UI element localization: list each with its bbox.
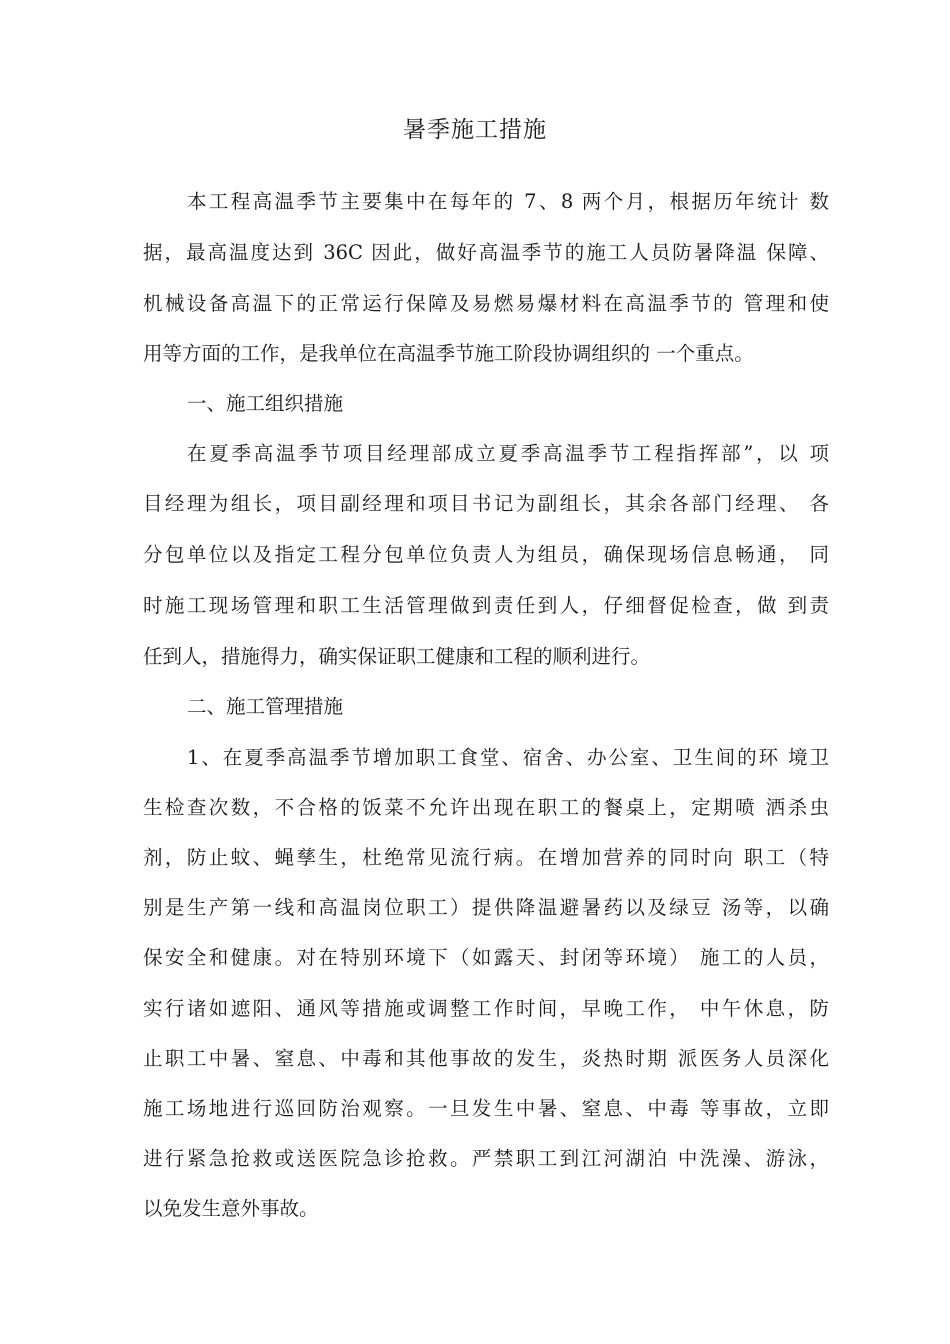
paragraph-3-line-9: 进行紧急抢救或送医院急诊抢救。严禁职工到江河湖泊 中洗澡、游泳， [143, 1147, 829, 1170]
paragraph-3-line-8: 施工场地进行巡回防治观察。一旦发生中暑、窒息、中毒 等事故，立即 [143, 1097, 829, 1120]
paragraph-3-line-4: 别是生产第一线和高温岗位职工）提供降温避暑药以及绿豆 汤等，以确 [143, 896, 829, 919]
paragraph-3-line-7: 止职工中暑、窒息、中毒和其他事故的发生，炎热时期 派医务人员深化 [143, 1047, 829, 1070]
paragraph-3-line-10: 以免发生意外事故。 [143, 1197, 319, 1220]
paragraph-2-line-5: 任到人，措施得力，确实保证职工健康和工程的顺利进行。 [143, 645, 651, 668]
paragraph-3-line-6: 实行诸如遮阳、通风等措施或调整工作时间，早晚工作， 中午休息，防 [143, 997, 829, 1020]
paragraph-3-line-3: 剂，防止蚊、蝇孳生，杜绝常见流行病。在增加营养的同时向 职工（特 [143, 846, 829, 869]
paragraph-1-line-1: 本工程高温季节主要集中在每年的 7、8 两个月，根据历年统计 数 [187, 190, 829, 213]
paragraph-1-line-2: 据，最高温度达到 36C 因此，做好高温季节的施工人员防暑降温 保障、 [143, 241, 829, 264]
paragraph-3-line-2: 生检查次数，不合格的饭菜不允许出现在职工的餐桌上，定期喷 洒杀虫 [143, 796, 829, 819]
paragraph-1-line-4: 用等方面的工作，是我单位在高温季节施工阶段协调组织的 一个重点。 [143, 342, 754, 365]
paragraph-3-line-5: 保安全和健康。对在特别环境下（如露天、封闭等环境） 施工的人员， [143, 946, 829, 969]
section-heading-2: 二、施工管理措施 [187, 695, 344, 718]
paragraph-2-line-1: 在夏季高温季节项目经理部成立夏季高温季节工程指挥部”，以 项 [187, 442, 829, 465]
paragraph-2-line-3: 分包单位以及指定工程分包单位负责人为组员，确保现场信息畅通， 同 [143, 543, 829, 566]
paragraph-2-line-2: 目经理为组长，项目副经理和项目书记为副组长，其余各部门经理、 各 [143, 492, 829, 515]
paragraph-1-line-3: 机械设备高温下的正常运行保障及易燃易爆材料在高温季节的 管理和使 [143, 292, 829, 315]
document-title: 暑季施工措施 [403, 117, 547, 143]
section-heading-1: 一、施工组织措施 [187, 392, 344, 415]
paragraph-3-line-1: 1、在夏季高温季节增加职工食堂、宿舍、办公室、卫生间的环 境卫 [187, 746, 829, 769]
paragraph-2-line-4: 时施工现场管理和职工生活管理做到责任到人，仔细督促检查，做 到责 [143, 594, 829, 617]
